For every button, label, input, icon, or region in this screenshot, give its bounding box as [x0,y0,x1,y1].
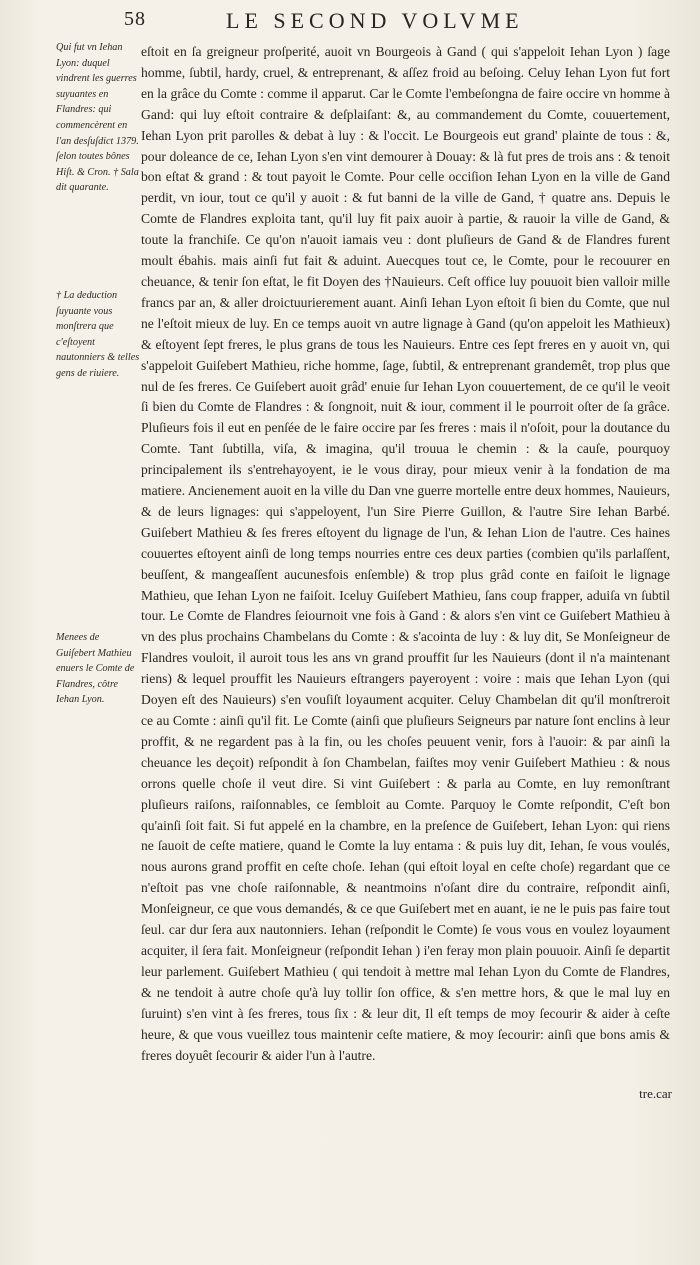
page-header [120,8,690,38]
page-number: 58 [124,8,146,30]
margin-note-iehan-lyon: Qui fut vn Iehan Lyon: duquel vindrent les guerres suyuantes en Flandres: qui commencèrent en l'an desſuſdict 1379. ſelon toutes bônes Hiſt. & Cron. † Sala dit quarante. [56,42,139,194]
running-title: LE SECOND VOLVME [226,8,524,33]
margin-note-menees: Menees de Guiſebert Mathieu enuers le Comte de Flandres, côtre Iehan Lyon. [56,632,135,706]
margin-note-nautonniers: † La deduction ſuyuante vous monſtrera que c'eſtoyent nautonniers & telles gens de riuiere. [56,290,140,379]
catchword: tre.car [639,1086,672,1101]
main-text [141,42,670,1066]
body-paragraph: eſtoit en ſa greigneur proſperité, auoit vn Bourgeois à Gand ( qui s'appeloit Iehan Lyon ) ſage homme, ſubtil, hardy, cruel, & entreprenant, & aſſez froid au beſoing. Celuy Iehan Lyon fut fort en la grâce du Comte : comme il apparut. Car le Comte l'embeſongna de faire occire vn homme à Gand: qui luy eſtoit contraire & deſplaiſant: &, au commandement du Comte, couuertement, Iehan Lyon prit parolles & debat à luy : & l'occit. Le Bourgeois eut grand' plainte de tous : &, pour doleance de ce, Iehan Lyon s'en vint demourer à Douay: & là fut pres de trois ans : & tenoit bon eſtat & grand : & tout payoit le Comte. Pour celle occiſion Iehan Lyon en la ville de Gand perdit, vn iour, tout ce qu'il y auoit : & fut banni de la ville de Gand, † quatre ans. Depuis le Comte de Flandres exploita tant, qu'il luy fit paix auoir à partie, & rauoir la ville de Gand, & toute la franchiſe. Ce qu'on n'auoit iamais veu : dont pluſieurs de Gand & de Flandres furent moult ébahis. mais ainſi fut fait & aduint. Auecques tout ce, le Comte, pour le recouurer en cheuance, & tenir ſon eſtat, le fit Doyen des †Nauieurs. Ceſt office luy pouuoit bien valloir mille francs par an, & aller droictuurierement auant. Ainſi Iehan Lyon eſtoit ſi bien du Comte, que nul ne l'eſtoit mieux de luy. En ce temps auoit vn autre lignage à Gand (qu'on appeloit les Mathieux) & eſtoyent ſept freres, le plus grans de tous les Nauieurs. Entre ces ſept freres en y auoit vn, qui s'appeloit Guiſebert Mathieu, riche homme, ſage, ſubtil, & entreprenant grandemêt, trop plus que nul de ſes freres. Ce Guiſebert auoit grâd' enuie ſur Iehan Lyon couuertement, de ce qu'il le veoit ſi bien du Comte de Flandres : & ſongnoit, nuit & iour, comment il le pourroit oſter de ſa grâce. Pluſieurs fois il eut en penſée de le faire occire par ſes freres : mais il n'oſoit, pour la doutance du Comte. Tant ſubtilla, viſa, & imagina, qu'il trouua le chemin : & la cauſe, pourquoy principalement ils s'entrehayoyent, ie le vous diray, pour mieux venir à la fondation de ma matiere. Ancienement auoit en la ville du Dan vne guerre mortelle entre deux hommes, Nauieurs, & de leurs lignages: qui s'appeloyent, l'un Sire Pierre Guillon, & l'autre Sire Iehan Barbé. Guiſebert Mathieu & ſes freres eſtoyent du lignage de l'un, & Iehan Lion de l'autre. Ces haines couuertes eſtoyent ainſi de long temps nourries entre ces deux parties (combien qu'ils parlaſſent, beuſſent, & mangeaſſent aucunesfois enſemble) & trop plus grâd conte en faiſoit le lignage Mathieu, que Iehan Lyon ne faiſoit. Iceluy Guiſebert Mathieu, ſans coup frapper, aduiſa vn ſubtil tour. Le Comte de Flandres ſeiournoit vne fois à Gand : & alors s'en vint ce Guiſebert Mathieu à vn des plus prochains Chambelans du Comte : & s'acointa de luy : & luy dit, Se Monſeigneur de Flandres vouloit, il auroit tous les ans vn grand prouffit ſur les Nauieurs (dont il n'a maintenant riens) & lequel prouffit les Nauieurs eſtrangers payeroyent : voire : mais que Iehan Lyon (qui Doyen eſt des Nauieurs) s'en vouſiſt loyaument acquiter. Celuy Chambelan dit qu'il monſtreroit ce au Comte : ainſi qu'il fit. Le Comte (ainſi que pluſieurs Seigneurs par nature ſont enclins à leur proffit, & ne regardent pas à la fin, ou les choſes peuuent venir, fors à l'auoir: & par ainſi la cheuance les deçoit) reſpondit à ſon Chambelan, faiſtes moy venir Guiſebert Mathieu : & nous orrons quelle choſe il veut dire. Si vint Guiſebert : & parla au Comte, en luy remonſtrant pluſieurs raiſons, raiſonnables, ce ſembloit au Comte. Parquoy le Comte reſpondit, C'eſt bon qu'ainſi ſoit fait. Si fut appelé en la chambre, en la preſence de Guiſebert, Iehan Lyon: qui riens ne ſauoit de ceſte matiere, quand le Comte la luy entama : & puis luy dit, Iehan, ſe vous voulés, nous aurons grand proffit en ceſte choſe. Iehan (qui eſtoit loyal en ceſte choſe) regardant que ce n'eſtoit pas vne choſe raiſonnable, & neantmoins n'oſant dire du contraire, reſpondit ainſi, Monſeigneur, ce que vous demandés, & ce que Guiſebert met en auant, ie ne le puis pas faire tout ſeul. car dur ſera aux nautonniers. Iehan (reſpondit le Comte) ſe vous vous en voulez loyaument acquiter, il ſera fait. Monſeigneur (reſpondit Iehan ) i'en feray mon plain pouuoir. Ainſi ſe departit leur parlement. Guiſebert Mathieu ( qui tendoit à mettre mal Iehan Lyon du Comte de Flandres, & ne tendoit à autre choſe qu'à luy tollir ſon office, & s'en mettre hors, & que le mal luy en ſuruint) s'en vint à ſes freres, tous ſix : & leur dit, Il eſt temps de moy ſecourir & aider à ceſte heure, & que vous vueillez tous maintenir ceſte matiere, & moy ſecourir: ainſi que bons amis & freres doyuêt ſecourir & aider l'un à l'autre. [141,44,670,1063]
